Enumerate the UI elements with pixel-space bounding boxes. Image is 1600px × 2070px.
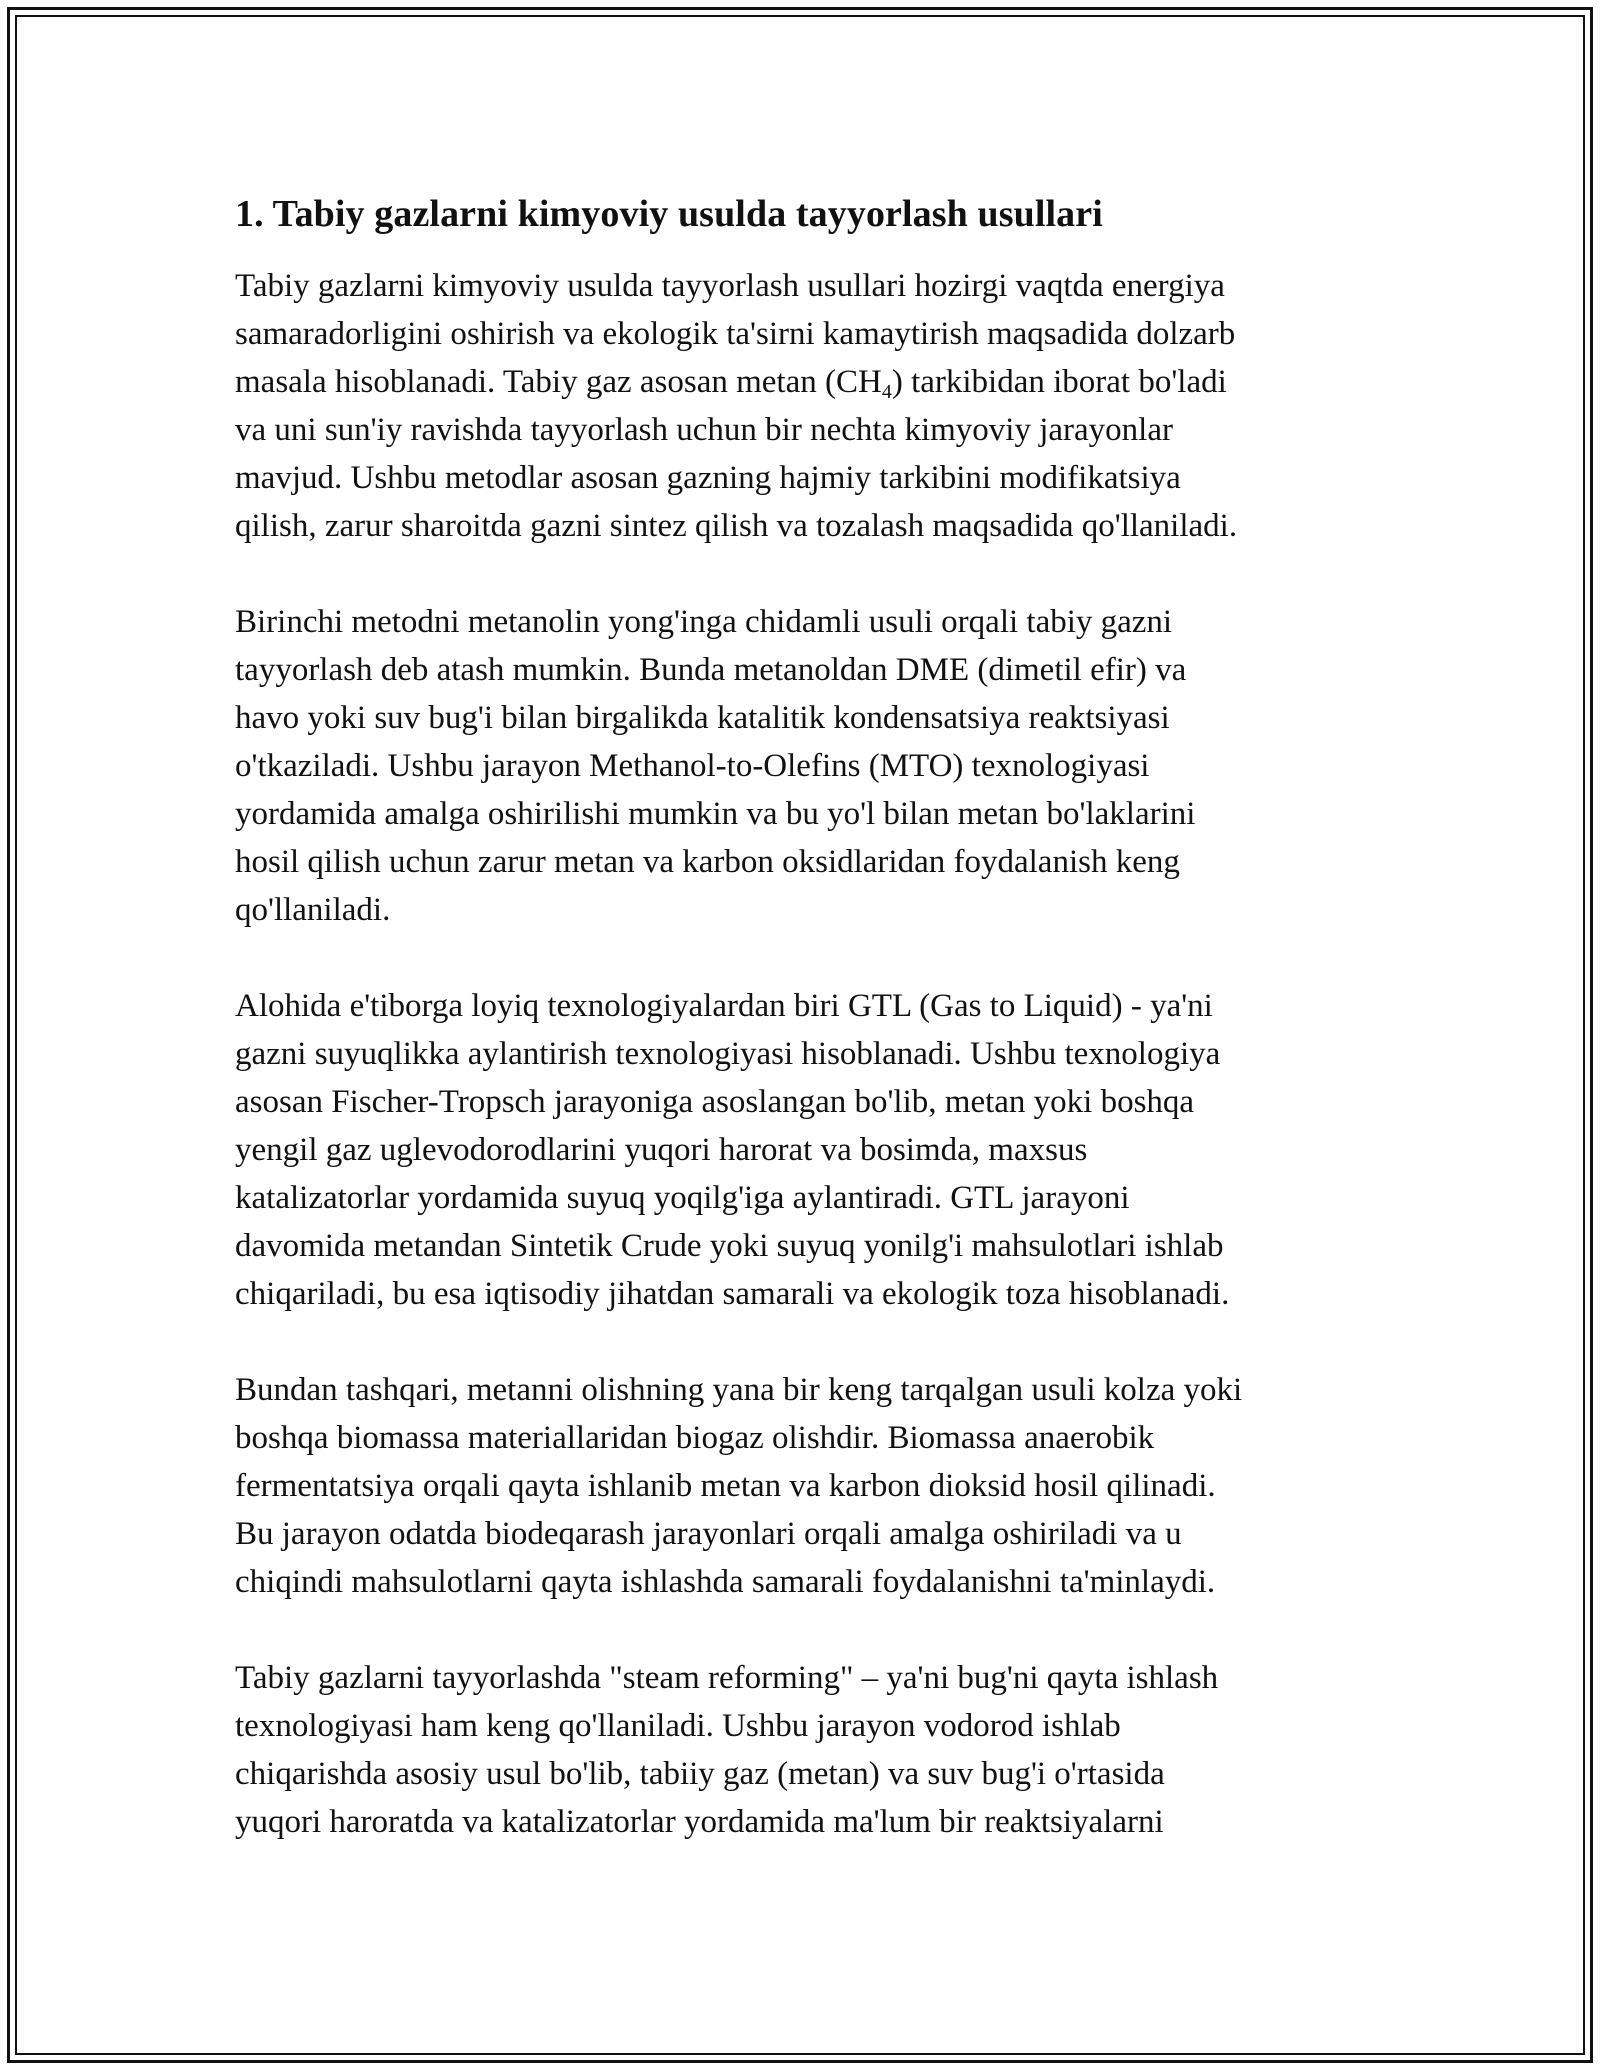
- text-line: chiqarishda asosiy usul bo'lib, tabiiy gaz (metan) va suv bug'i o'rtasida: [235, 1756, 1165, 1792]
- text-run: ) tarkibidan iborat bo'ladi: [891, 364, 1227, 400]
- text-line: chiqindi mahsulotlarni qayta ishlashda samarali foydalanishni ta'minlaydi.: [235, 1564, 1216, 1600]
- text-line: tayyorlash deb atash mumkin. Bunda metanoldan DME (dimetil efir) va: [235, 652, 1187, 688]
- text-line: asosan Fischer-Tropsch jarayoniga asoslangan bo'lib, metan yoki boshqa: [235, 1084, 1195, 1120]
- text-line: katalizatorlar yordamida suyuq yoqilg'iga aylantiradi. GTL jarayoni: [235, 1180, 1130, 1216]
- paragraph: [235, 982, 1375, 1318]
- text-line: davomida metandan Sintetik Crude yoki suyuq yonilg'i mahsulotlari ishlab: [235, 1228, 1224, 1264]
- text-line: Tabiy gazlarni tayyorlashda "steam reforming" – ya'ni bug'ni qayta ishlash: [235, 1660, 1219, 1696]
- text-line: qilish, zarur sharoitda gazni sintez qilish va tozalash maqsadida qo'llaniladi.: [235, 508, 1238, 544]
- text-line: boshqa biomassa materiallaridan biogaz olishdir. Biomassa anaerobik: [235, 1420, 1155, 1456]
- text-line: yengil gaz uglevodorodlarini yuqori harorat va bosimda, maxsus: [235, 1132, 1088, 1168]
- document-body: [235, 188, 1375, 1894]
- text-line: yuqori haroratda va katalizatorlar yordamida ma'lum bir reaktsiyalarni: [235, 1804, 1164, 1840]
- text-run: masala hisoblanadi. Tabiy gaz asosan metan (CH: [235, 364, 882, 400]
- text-line: qo'llaniladi.: [235, 892, 391, 928]
- text-line: o'tkaziladi. Ushbu jarayon Methanol-to-Olefins (MTO) texnologiyasi: [235, 748, 1150, 784]
- text-line: havo yoki suv bug'i bilan birgalikda katalitik kondensatsiya reaktsiyasi: [235, 700, 1170, 736]
- text-line: Birinchi metodni metanolin yong'inga chidamli usuli orqali tabiy gazni: [235, 604, 1173, 640]
- text-line: yordamida amalga oshirilishi mumkin va bu yo'l bilan metan bo'laklarini: [235, 796, 1196, 832]
- text-line: Alohida e'tiborga loyiq texnologiyalardan biri GTL (Gas to Liquid) - ya'ni: [235, 988, 1213, 1024]
- paragraph: [235, 598, 1375, 934]
- text-line: mavjud. Ushbu metodlar asosan gazning hajmiy tarkibini modifikatsiya: [235, 460, 1181, 496]
- paragraph: [235, 1654, 1375, 1846]
- text-line: va uni sun'iy ravishda tayyorlash uchun bir nechta kimyoviy jarayonlar: [235, 412, 1173, 448]
- paragraph: [235, 1366, 1375, 1606]
- text-line: texnologiyasi ham keng qo'llaniladi. Ushbu jarayon vodorod ishlab: [235, 1708, 1121, 1744]
- section-heading: 1. Tabiy gazlarni kimyoviy usulda tayyorlash usullari: [235, 193, 1103, 235]
- text-line: hosil qilish uchun zarur metan va karbon oksidlaridan foydalanish keng: [235, 844, 1180, 880]
- text-line: fermentatsiya orqali qayta ishlanib metan va karbon dioksid hosil qilinadi.: [235, 1468, 1216, 1504]
- text-line: samaradorligini oshirish va ekologik ta'sirni kamaytirish maqsadida dolzarb: [235, 316, 1236, 352]
- text-line: chiqariladi, bu esa iqtisodiy jihatdan samarali va ekologik toza hisoblanadi.: [235, 1276, 1230, 1312]
- text-line: [235, 358, 1375, 406]
- subscript: 4: [881, 381, 892, 403]
- text-line: Bu jarayon odatda biodeqarash jarayonlari orqali amalga oshiriladi va u: [235, 1516, 1182, 1552]
- text-line: gazni suyuqlikka aylantirish texnologiyasi hisoblanadi. Ushbu texnologiya: [235, 1036, 1221, 1072]
- text-line: Bundan tashqari, metanni olishning yana bir keng tarqalgan usuli kolza yoki: [235, 1372, 1243, 1408]
- paragraph: [235, 262, 1375, 550]
- text-line: Tabiy gazlarni kimyoviy usulda tayyorlash usullari hozirgi vaqtda energiya: [235, 268, 1225, 304]
